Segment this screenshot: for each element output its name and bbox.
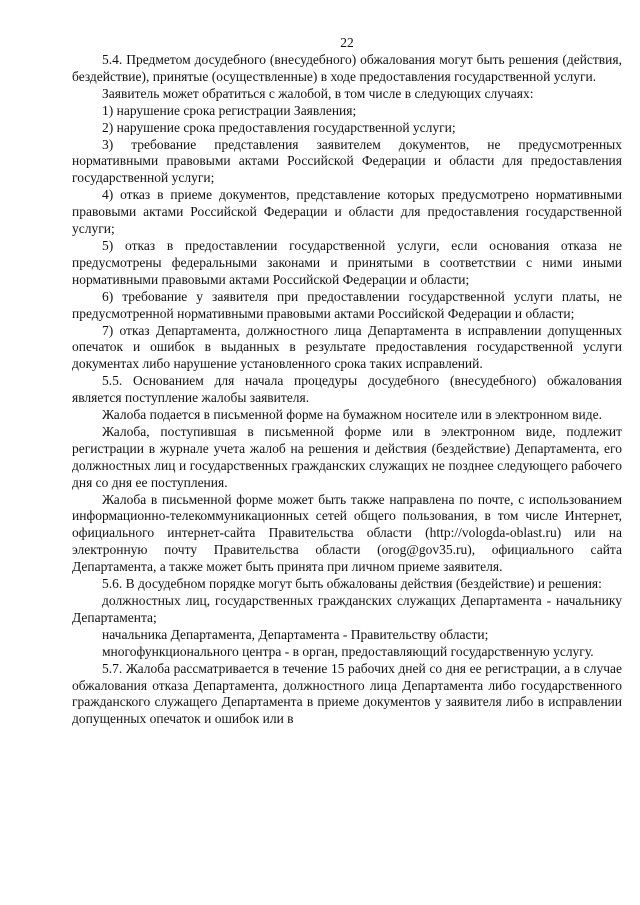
appeal-head: начальника Департамента, Департамента - Правительству области; [102, 626, 489, 642]
paragraph-5-5: 5.5. Основанием для начала процедуры досудебного (внесудебного) обжалования является поступление жалобы заявителя. [72, 373, 622, 406]
list-item-6: 6) требование у заявителя при предоставлении государственной услуги платы, не предусмотренной нормативными правовыми актами Российской Федерации и области; [72, 288, 622, 321]
list-item-2: 2) нарушение срока предоставления государственной услуги; [102, 119, 456, 135]
appeal-mfc: многофункционального центра - в орган, предоставляющий государственную услугу. [102, 643, 594, 659]
appeal-officials: должностных лиц, государственных гражданских служащих Департамента - начальнику Департамента; [72, 593, 622, 625]
document-page [72, 35, 622, 728]
list-item-3: 3) требование представления заявителем документов, не предусмотренных нормативными правовыми актами Российской Федерации и области для предоставления государственной услуги; [72, 136, 622, 186]
paragraph-complaint-channels: Жалоба в письменной форме может быть также направлена по почте, с использованием информационно-телекоммуникационных сетей общего пользования, в том числе Интернет, официального интернет-сайта Правительства области (http://vologda-oblast.ru) или на электронную почту Правительства области (orog@gov35.ru), официального сайта Департамента, а также может быть принята при личном приеме заявителя. [72, 491, 622, 575]
paragraph-complaint-registration: Жалоба, поступившая в письменной форме или в электронном виде, подлежит регистрации в журнале учета жалоб на решения и действия (бездействие) Департамента, его должностных лиц и государственных гражданских служащих не позднее следующего рабочего дня со дня ее поступления. [72, 423, 622, 490]
list-item-1: 1) нарушение срока регистрации Заявления; [102, 102, 357, 118]
paragraph-5-6: 5.6. В досудебном порядке могут быть обжалованы действия (бездействие) и решения: [102, 576, 602, 592]
list-item-7: 7) отказ Департамента, должностного лица Департамента в исправлении допущенных опечаток и ошибок в выданных в результате предоставления государственной услуги документах либо нарушение установленного срока таких исправлений. [72, 322, 622, 372]
page-number: 22 [340, 35, 354, 50]
paragraph-5-7: 5.7. Жалоба рассматривается в течение 15 рабочих дней со дня ее регистрации, а в случае обжалования отказа Департамента, должностного лица Департамента либо государственного гражданского служащего Департамента в приеме документов у заявителя либо в исправлении допущенных опечаток и ошибок или в [72, 660, 622, 727]
list-item-4: 4) отказ в приеме документов, представление которых предусмотрено нормативными правовыми актами Российской Федерации и области для предоставления государственной услуги; [72, 187, 622, 237]
paragraph-complaint-form: Жалоба подается в письменной форме на бумажном носителе или в электронном виде. [102, 407, 602, 423]
list-item-5: 5) отказ в предоставлении государственной услуги, если основания отказа не предусмотрены федеральными законами и принятыми в соответствии с ними иными нормативными правовыми актами Российской Федерации и области; [72, 237, 622, 287]
paragraph-complaint-cases: Заявитель может обратиться с жалобой, в том числе в следующих случаях: [102, 85, 534, 101]
paragraph-5-4: 5.4. Предметом досудебного (внесудебного) обжалования могут быть решения (действия, бездействие), принятые (осуществленные) в ходе предоставления государственной услуги. [72, 52, 622, 84]
